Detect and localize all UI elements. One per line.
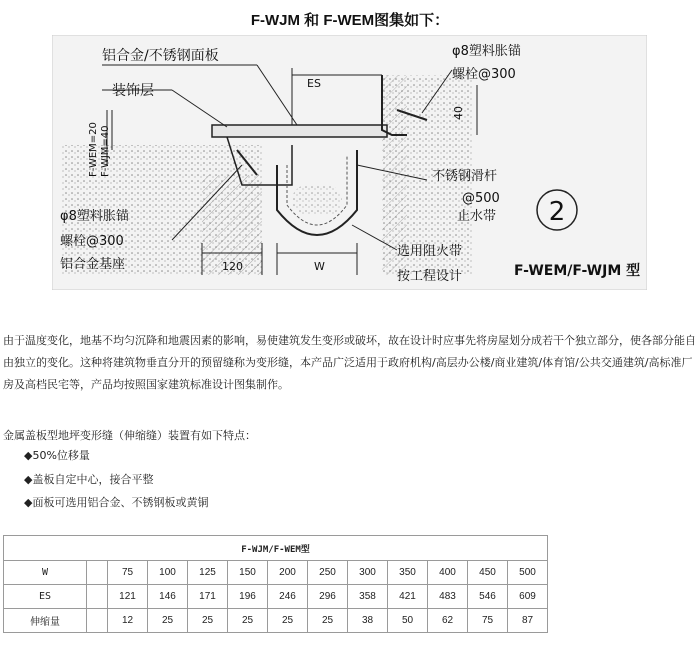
table-cell: 546 xyxy=(468,585,508,609)
table-cell: 75 xyxy=(468,609,508,633)
label-circle-number: 2 xyxy=(548,197,566,227)
table-cell: 25 xyxy=(268,609,308,633)
table-cell: 150 xyxy=(228,561,268,585)
table-cell: 121 xyxy=(108,585,148,609)
table-cell: 62 xyxy=(428,609,468,633)
table-cell: 200 xyxy=(268,561,308,585)
table-row xyxy=(4,609,548,633)
cover-plate xyxy=(212,125,387,137)
label-anchor-bot-2: 螺栓@300 xyxy=(60,234,124,249)
spacer-cell xyxy=(87,609,108,633)
label-anchor-top-2: 螺栓@300 xyxy=(452,67,516,82)
table-cell: 50 xyxy=(388,609,428,633)
label-es: ES xyxy=(307,77,321,90)
table-header: F-WJM/F-WEM型 xyxy=(4,536,548,561)
table-cell: 609 xyxy=(508,585,548,609)
table-cell: 483 xyxy=(428,585,468,609)
table-cell: 87 xyxy=(508,609,548,633)
table-cell: 100 xyxy=(148,561,188,585)
intro-paragraph: 由于温度变化，地基不均匀沉降和地震因素的影响，易使建筑发生变形或破坏，故在设计时应事先将房屋划分成若干个独立部分，使各部分能自由独立的变化。这种将建筑物垂直分开的预留缝称为变形缝，本产品广泛适用于政府机构/高层办公楼/商业建筑/体育馆/公共交通建筑/高标准厂房及高档民宅等，产品均按照国家建筑标准设计图集制作。 xyxy=(3,334,696,391)
label-anchor-top-1: φ8塑料胀锚 xyxy=(452,44,521,59)
features-intro: 金属盖板型地坪变形缝（伸缩缝）装置有如下特点： xyxy=(3,429,256,442)
feature-item: ◆盖板自定中心，接合平整 xyxy=(24,473,154,486)
table-cell: 196 xyxy=(228,585,268,609)
page-title: F-WJM 和 F-WEM图集如下： xyxy=(250,12,450,29)
table-cell: 500 xyxy=(508,561,548,585)
table-cell: 250 xyxy=(308,561,348,585)
label-decor: 装饰层 xyxy=(112,83,154,99)
table-header-row xyxy=(4,536,548,561)
feature-item: ◆50%位移量 xyxy=(24,449,90,462)
row-label: ES xyxy=(4,585,87,609)
table-cell: 12 xyxy=(108,609,148,633)
table-cell: 125 xyxy=(188,561,228,585)
label-f-wem: F-WEM=20 xyxy=(88,122,99,177)
label-dim-w: W xyxy=(314,260,325,273)
table-cell: 400 xyxy=(428,561,468,585)
label-anchor-bot-1: φ8塑料胀锚 xyxy=(60,209,129,224)
table-cell: 350 xyxy=(388,561,428,585)
label-rod: 不锈钢滑杆 xyxy=(432,169,498,184)
table-cell: 25 xyxy=(228,609,268,633)
spec-table xyxy=(3,535,548,633)
spacer-cell xyxy=(87,561,108,585)
table-cell: 421 xyxy=(388,585,428,609)
table-cell: 75 xyxy=(108,561,148,585)
joint-cross-section-drawing xyxy=(52,35,647,290)
table-cell: 358 xyxy=(348,585,388,609)
table-cell: 296 xyxy=(308,585,348,609)
label-dim-40: 40 xyxy=(452,106,465,120)
label-fire-1: 选用阻火带 xyxy=(397,244,463,259)
table-cell: 450 xyxy=(468,561,508,585)
label-f-wjm: F-WJM=40 xyxy=(100,125,111,177)
label-fire-2: 按工程设计 xyxy=(397,269,463,284)
table-cell: 300 xyxy=(348,561,388,585)
table-cell: 146 xyxy=(148,585,188,609)
row-label: W xyxy=(4,561,87,585)
table-cell: 38 xyxy=(348,609,388,633)
table-row xyxy=(4,585,548,609)
label-base: 铝合金基座 xyxy=(60,257,126,272)
table-cell: 25 xyxy=(188,609,228,633)
feature-item: ◆面板可选用铝合金、不锈钢板或黄铜 xyxy=(24,496,209,509)
table-cell: 246 xyxy=(268,585,308,609)
table-row xyxy=(4,561,548,585)
label-rod-spacing: @500 xyxy=(462,191,500,206)
table-cell: 171 xyxy=(188,585,228,609)
table-cell: 25 xyxy=(308,609,348,633)
label-dim-120: 120 xyxy=(222,260,243,273)
spacer-cell xyxy=(87,585,108,609)
label-model: F-WEM/F-WJM 型 xyxy=(514,263,641,279)
row-label: 伸缩量 xyxy=(4,609,87,633)
table-cell: 25 xyxy=(148,609,188,633)
label-panel: 铝合金/不锈钢面板 xyxy=(102,48,219,64)
label-waterstop: 止水带 xyxy=(457,209,497,224)
